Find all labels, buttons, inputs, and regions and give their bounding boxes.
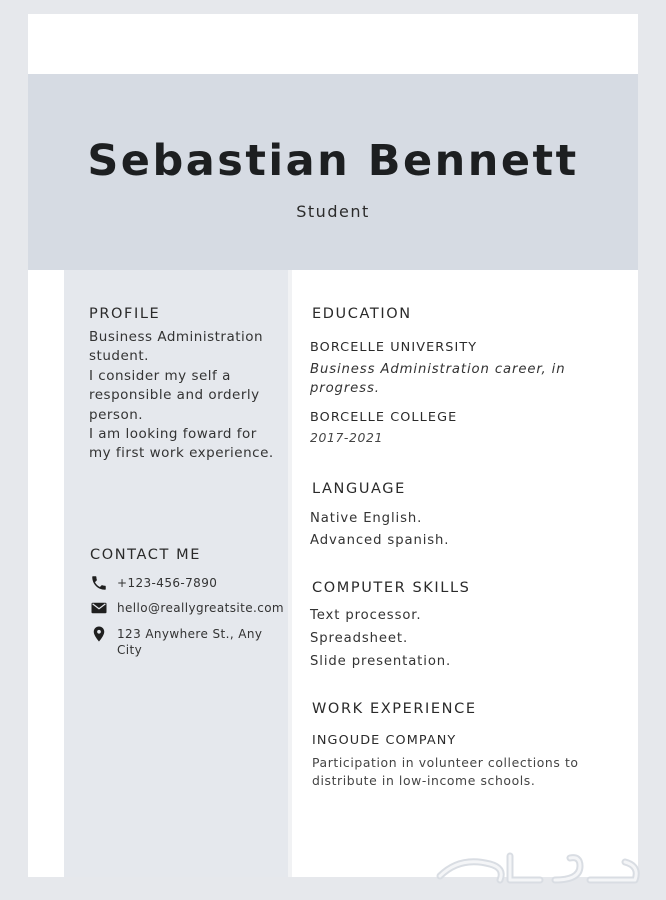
- work-description: Participation in volunteer collections to: [312, 755, 579, 770]
- contact-title: CONTACT ME: [90, 547, 202, 563]
- profile-line: responsible and orderly: [89, 387, 260, 404]
- profile-line: student.: [89, 348, 149, 365]
- address-line-2: City: [117, 643, 143, 657]
- person-name: Sebastian Bennett: [87, 136, 579, 186]
- person-role: Student: [296, 202, 370, 221]
- profile-text: [89, 328, 274, 464]
- profile-line: person.: [89, 406, 144, 423]
- watermark-logo: [430, 836, 650, 896]
- work-title: WORK EXPERIENCE: [312, 701, 477, 717]
- profile-line: Business Administration: [89, 329, 264, 345]
- education-years: 2017-2021: [310, 430, 383, 445]
- language-title: LANGUAGE: [312, 481, 406, 497]
- mail-icon: [90, 599, 108, 617]
- contact-phone: [90, 574, 280, 594]
- skill-item: Text processor.: [310, 608, 422, 623]
- header-band: [28, 74, 638, 270]
- skill-item: Slide presentation.: [310, 654, 452, 669]
- contact-email: [90, 599, 285, 619]
- phone-icon: [90, 574, 108, 592]
- language-item: Native English.: [310, 511, 423, 526]
- phone-text[interactable]: +123-456-7890: [117, 576, 218, 590]
- profile-line: my first work experience.: [89, 445, 274, 462]
- education-detail: Business Administration career, in: [310, 362, 566, 377]
- address-text: [117, 626, 262, 658]
- education-school: BORCELLE COLLEGE: [310, 410, 458, 425]
- profile-line: I am looking foward for: [89, 426, 257, 443]
- skill-item: Spreadsheet.: [310, 631, 409, 646]
- resume-page: [28, 14, 638, 877]
- profile-line: I consider my self a: [89, 367, 231, 384]
- work-company: INGOUDE COMPANY: [312, 733, 457, 748]
- education-title: EDUCATION: [312, 306, 412, 322]
- location-pin-icon: [90, 625, 108, 643]
- column-divider: [288, 270, 292, 877]
- education-detail: progress.: [310, 381, 380, 396]
- contact-address: [90, 625, 280, 661]
- education-school: BORCELLE UNIVERSITY: [310, 340, 478, 355]
- profile-title: PROFILE: [89, 306, 161, 322]
- email-text[interactable]: hello@reallygreatsite.com: [117, 601, 285, 615]
- language-item: Advanced spanish.: [310, 533, 450, 548]
- work-description: distribute in low-income schools.: [312, 773, 536, 788]
- skills-title: COMPUTER SKILLS: [312, 580, 471, 596]
- address-line-1: 123 Anywhere St., Any: [117, 627, 263, 641]
